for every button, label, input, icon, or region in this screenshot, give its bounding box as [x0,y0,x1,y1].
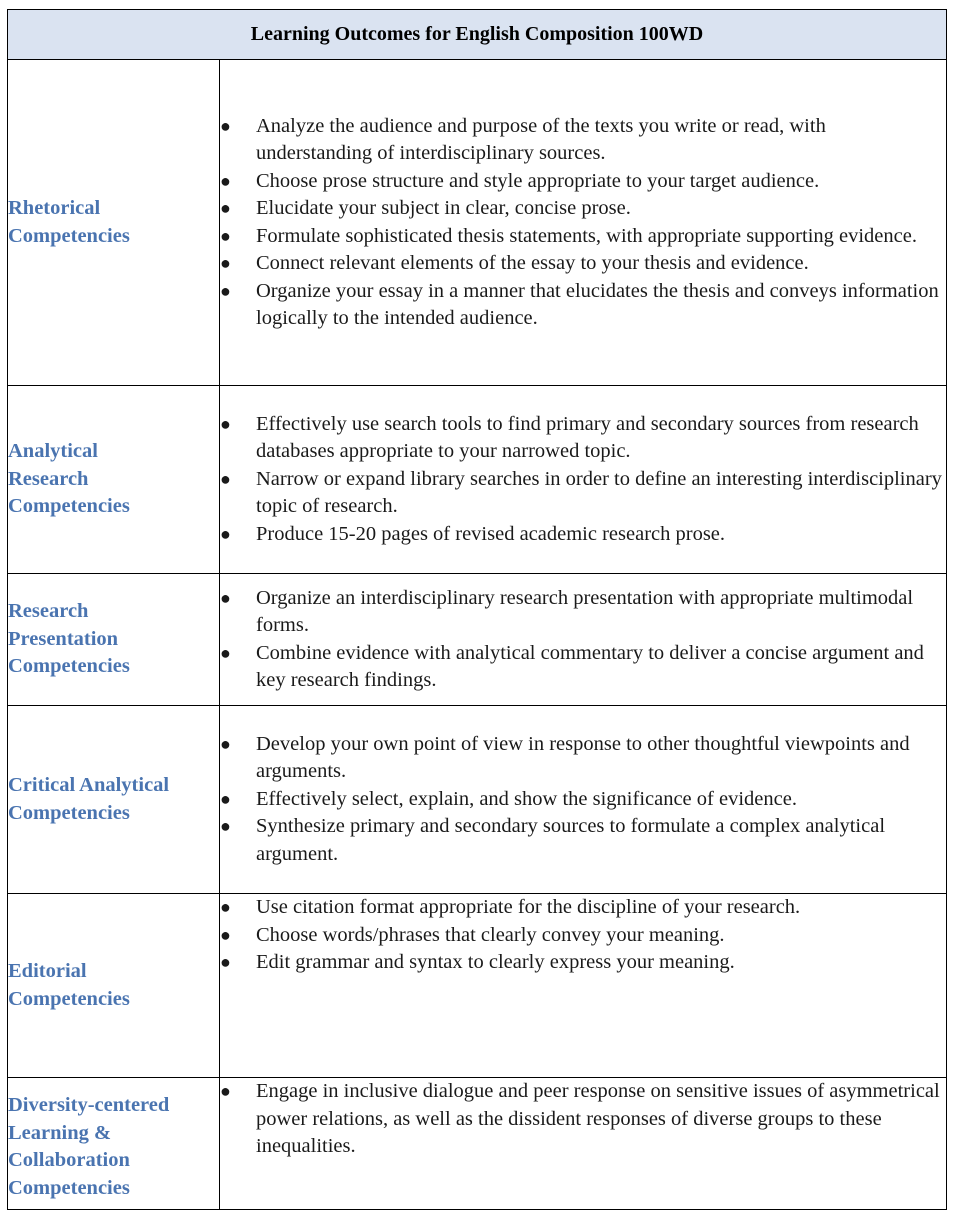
bullet-icon: ● [220,788,231,809]
category-label-line: Editorial [8,960,87,982]
list-item [220,113,946,168]
outcomes-cell-diversity-centered [220,1078,947,1210]
outcome-text: Effectively select, explain, and show the significance of evidence. [256,787,797,810]
outcome-text: Edit grammar and syntax to clearly express your meaning. [256,951,735,973]
table-row-diversity-centered [8,1078,947,1210]
outcome-text: Narrow or expand library searches in order to define an interesting interdisciplinary topic of research. [256,467,942,518]
category-label-line: Competencies [8,655,130,678]
outcome-text: Elucidate your subject in clear, concise prose. [256,197,631,219]
outcome-text: Use citation format appropriate for the discipline of your research. [256,896,801,918]
category-label-editorial [8,894,220,1078]
outcome-text: Effectively use search tools to find primary and secondary sources from research databases appropriate to your narrowed topic. [256,412,919,463]
bullet-icon: ● [220,924,231,945]
outcome-text: Combine evidence with analytical commentary to deliver a concise argument and key research findings. [256,641,924,691]
list-item [220,894,946,922]
learning-outcomes-table-wrapper [7,9,946,1210]
bullet-icon: ● [220,115,231,136]
list-item [220,250,946,278]
category-label-line: Competencies [8,801,130,824]
outcome-text: Develop your own point of view in response to other thoughtful viewpoints and arguments. [256,732,910,783]
outcomes-cell-editorial [220,894,947,1078]
outcome-text: Synthesize primary and secondary sources to formulate a complex analytical argument. [256,815,886,865]
list-item [220,949,946,977]
outcome-text: Produce 15-20 pages of revised academic research prose. [256,522,726,545]
category-label-line: Competencies [8,1176,130,1199]
outcome-text: Choose words/phrases that clearly convey your meaning. [256,923,725,946]
outcome-text: Analyze the audience and purpose of the texts you write or read, with understanding of interdisciplinary sources. [256,114,826,164]
list-item [220,278,946,333]
table-row-critical-analytical [8,706,947,894]
bullet-icon: ● [220,198,231,218]
list-item [220,922,946,950]
bullet-icon: ● [220,170,231,191]
list-item [220,731,946,786]
list-item [220,1078,946,1161]
list-item [220,195,946,223]
category-label-line: Diversity-centered [8,1094,170,1116]
bullet-icon: ● [220,733,231,754]
category-label-analytical-research [8,386,220,574]
bullet-icon: ● [220,816,231,837]
bullet-icon: ● [220,225,231,246]
outcome-list [220,894,946,977]
table-row-editorial [8,894,947,1078]
table-row-analytical-research [8,386,947,574]
list-item [220,521,946,549]
category-label-line: Competencies [8,987,130,1010]
table-title: Learning Outcomes for English Composition 100WD [8,10,947,60]
list-item [220,786,946,814]
list-item [220,223,946,251]
bullet-icon: ● [220,952,231,972]
outcome-list [220,113,946,333]
outcome-list [220,731,946,869]
category-label-research-presentation [8,574,220,706]
bullet-icon: ● [220,468,231,489]
category-label-line: Learning & [8,1121,112,1144]
outcome-text: Connect relevant elements of the essay to your thesis and evidence. [256,252,809,274]
list-item [220,813,946,868]
category-label-line: Collaboration [8,1149,130,1171]
category-label-line: Presentation [8,627,119,650]
list-item [220,640,946,695]
outcomes-cell-rhetorical [220,60,947,386]
bullet-icon: ● [220,642,231,663]
outcomes-cell-critical-analytical [220,706,947,894]
bullet-icon: ● [220,253,231,273]
list-item [220,411,946,466]
bullet-icon: ● [220,280,231,301]
learning-outcomes-table [7,9,947,1210]
category-label-line: Competencies [8,495,130,518]
bullet-icon: ● [220,897,231,917]
outcomes-cell-analytical-research [220,386,947,574]
outcome-list [220,1078,946,1161]
category-label-line: Critical Analytical [8,774,170,796]
category-label-line: Competencies [8,224,130,247]
table-row-research-presentation [8,574,947,706]
bullet-icon: ● [220,587,231,608]
category-label-line: Rhetorical [8,197,101,219]
outcome-text: Organize an interdisciplinary research presentation with appropriate multimodal forms. [256,586,914,636]
category-label-rhetorical [8,60,220,386]
category-label-line: Analytical [8,440,98,463]
list-item [220,585,946,640]
outcome-list [220,585,946,695]
outcome-text: Formulate sophisticated thesis statements, with appropriate supporting evidence. [256,224,917,247]
list-item [220,466,946,521]
list-item [220,168,946,196]
table-row-rhetorical [8,60,947,386]
category-label-diversity-centered [8,1078,220,1210]
outcomes-cell-research-presentation [220,574,947,706]
outcome-list [220,411,946,549]
category-label-line: Research [8,600,89,623]
outcome-text: Choose prose structure and style appropriate to your target audience. [256,169,820,192]
bullet-icon: ● [220,413,231,434]
bullet-icon: ● [220,1081,231,1101]
outcome-text: Engage in inclusive dialogue and peer response on sensitive issues of asymmetrical power relations, as well as the dissident responses of diverse groups to these inequalities. [256,1080,940,1157]
outcome-text: Organize your essay in a manner that elucidates the thesis and conveys information logically to the intended audience. [256,279,939,329]
bullet-icon: ● [220,523,231,544]
category-label-critical-analytical [8,706,220,894]
category-label-line: Research [8,467,89,490]
